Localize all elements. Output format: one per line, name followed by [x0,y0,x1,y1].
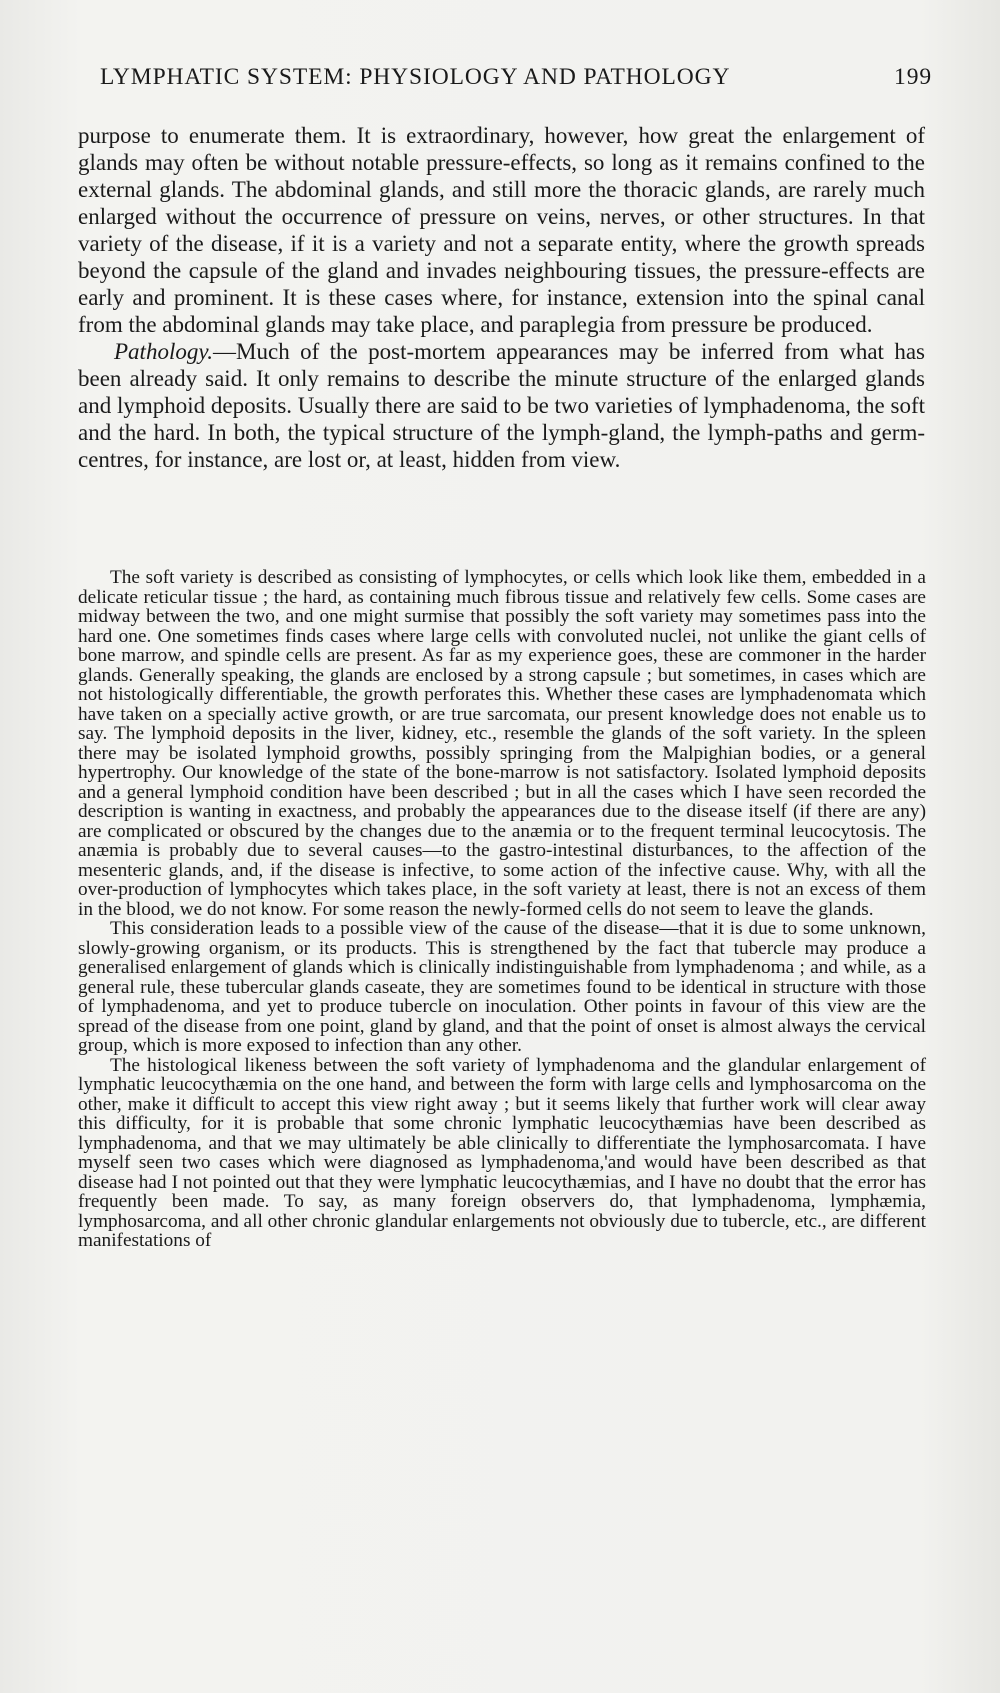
pathology-text: —Much of the post-mortem appearances may be inferred from what has been already said. It only remains to describe the minute structure of the enlarged glands and lymphoid deposits. Usually there are said to be two varieties of lymphadenoma, the soft and the hard. In both, the typical structure of the lymph-gland, the lymph-paths and germ-centres, for instance, are lost or, at least, hidden from view. [78,339,925,472]
paragraph-histological-likeness: The histological likeness between the soft variety of lymphadenoma and the glandular enlargement of lymphatic leucocythæmia on the one hand, and between the form with large cells and lymphosarcoma on the other, make it difficult to accept this view right away ; but it seems likely that further work will clear away this difficulty, for it is probable that some chronic lymphatic leucocythæmias have been described as lymphadenoma, and that we may ultimately be able clinically to differentiate the lymphosarcomata. I have myself seen two cases which were diagnosed as lymphadenoma,'and would have been described as that disease had I not pointed out that they were lymphatic leucocythæmias, and I have no doubt that the error has frequently been made. To say, as many foreign observers do, that lymphadenoma, lymphæmia, lymphosarcoma, and all other chronic glandular enlargements not obviously due to tubercle, etc., are different manifestations of [78,1054,926,1251]
pathology-heading: Pathology. [114,339,214,364]
page-number: 199 [894,64,932,90]
paragraph-cause-view: This consideration leads to a possible view of the cause of the disease—that it is due to some unknown, slowly-growing organism, or its products. This is strengthened by the fact that tubercle may produce a generalised enlargement of glands which is clinically indistinguishable from lymphadenoma ; and while, as a general rule, these tubercular glands caseate, they are sometimes found to be identical in structure with those of lymphadenoma, and yet to produce tubercle on inoculation. Other points in favour of this view are the spread of the disease from one point, gland by gland, and that the point of onset is almost always the cervical group, which is more exposed to infection than any other. [78,918,926,1056]
running-header [78,64,932,94]
main-text-block [78,122,925,473]
paragraph-soft-variety: The soft variety is described as consisting of lymphocytes, or cells which look like them, embedded in a delicate reticular tissue ; the hard, as containing much fibrous tissue and relatively few cells. Some cases are midway between the two, and one might surmise that possibly the soft variety may sometimes pass into the hard one. One sometimes finds cases where large cells with convoluted nuclei, not unlike the giant cells of bone marrow, and spindle cells are present. As far as my experience goes, these are commoner in the harder glands. Generally speaking, the glands are enclosed by a strong capsule ; but sometimes, in cases which are not histologically differentiable, the growth perforates this. Whether these cases are lymphadenomata which have taken on a specially active growth, or are true sarcomata, our present knowledge does not enable us to say. The lymphoid deposits in the liver, kidney, etc., resemble the glands of the soft variety. In the spleen there may be isolated lymphoid growths, possibly springing from the Malpighian bodies, or a general hypertrophy. Our knowledge of the state of the bone-marrow is not satisfactory. Isolated lymphoid deposits and a general lymphoid condition have been described ; but in all the cases which I have seen recorded the description is wanting in exactness, and probably the appearances due to the disease itself (if there are any) are complicated or obscured by the changes due to the anæmia or to the frequent terminal leucocytosis. The anæmia is probably due to several causes—to the gastro-intestinal disturbances, to the affection of the mesenteric glands, and, if the disease is infective, to some action of the infective cause. Why, with all the over-production of lymphocytes which takes place, in the soft variety at least, there is not an excess of them in the blood, we do not know. For some reason the newly-formed cells do not seem to leave the glands. [78,567,926,920]
paragraph-pathology [78,338,925,473]
running-title: LYMPHATIC SYSTEM: PHYSIOLOGY AND PATHOLOGY [100,64,731,90]
paragraph-pressure-effects: purpose to enumerate them. It is extraordinary, however, how great the enlargement of glands may often be without notable pressure-effects, so long as it remains confined to the external glands. The abdominal glands, and still more the thoracic glands, are rarely much enlarged without the occurrence of pressure on veins, nerves, or other structures. In that variety of the disease, if it is a variety and not a separate entity, where the growth spreads beyond the capsule of the gland and invades neighbouring tissues, the pressure-effects are early and prominent. It is these cases where, for instance, extension into the spinal canal from the abdominal glands may take place, and paraplegia from pressure be produced. [78,123,925,337]
small-print-block [78,568,926,1251]
